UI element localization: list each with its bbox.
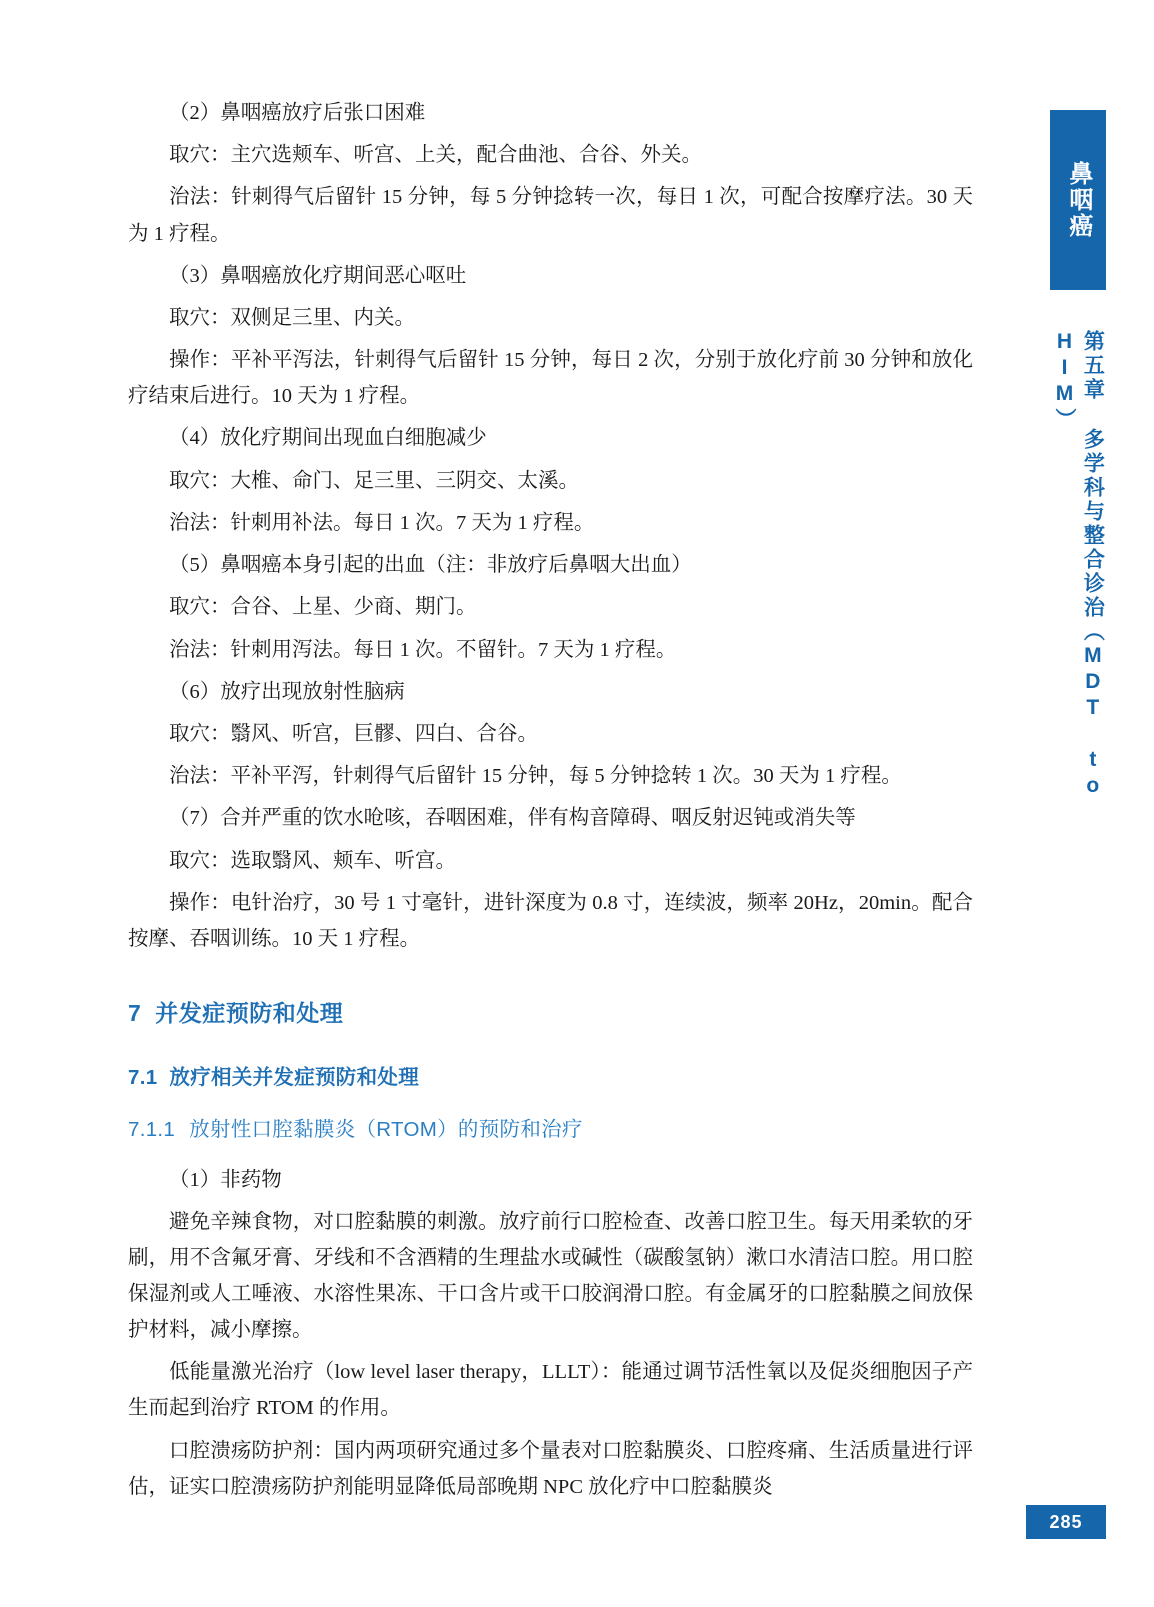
paragraph: 操作：电针治疗，30 号 1 寸毫针，进针深度为 0.8 寸，连续波，频率 20Hz，20min。配合按摩、吞咽训练。10 天 1 疗程。 (128, 891, 973, 950)
section-title: 并发症预防和处理 (155, 1000, 344, 1027)
paragraph: （2）鼻咽癌放疗后张口困难 (169, 102, 426, 124)
subsection-number: 7.1 (128, 1065, 158, 1089)
paragraph: 取穴：选取翳风、颊车、听宫。 (169, 849, 456, 872)
subsubsection-title: 放射性口腔黏膜炎（RTOM）的预防和治疗 (189, 1117, 583, 1141)
side-chapter-text: 第五章 多学科与整合诊治（MDT to HIM） (1053, 330, 1105, 800)
paragraph: （6）放疗出现放射性脑病 (169, 680, 405, 703)
paragraph: 治法：针刺用补法。每日 1 次。7 天为 1 疗程。 (169, 511, 595, 534)
section-heading-2 (128, 1060, 973, 1096)
paragraph: （3）鼻咽癌放化疗期间恶心呕吐 (169, 264, 467, 287)
section-heading-3 (128, 1112, 973, 1148)
paragraph: 取穴：合谷、上星、少商、期门。 (169, 596, 477, 619)
paragraph: 治法：针刺得气后留针 15 分钟，每 5 分钟捻转一次，每日 1 次，可配合按摩疗法。30 天为 1 疗程。 (128, 186, 973, 245)
paragraph: 操作：平补平泻法，针刺得气后留针 15 分钟，每日 2 次，分别于放化疗前 30 分钟和放化疗结束后进行。10 天为 1 疗程。 (128, 349, 973, 408)
side-chapter-title (1050, 330, 1106, 890)
paragraph: （4）放化疗期间出现血白细胞减少 (169, 427, 487, 450)
side-tab-chapter-label (1050, 110, 1106, 290)
paragraph: 低能量激光治疗（low level laser therapy，LLLT）：能通过调节活性氧以及促炎细胞因子产生而起到治疗 RTOM 的作用。 (128, 1361, 973, 1420)
subsection-title: 放疗相关并发症预防和处理 (169, 1065, 420, 1089)
paragraph: 取穴：翳风、听宫，巨髎、四白、合谷。 (169, 723, 538, 745)
section-number: 7 (128, 1000, 142, 1027)
paragraph: 取穴：大椎、命门、足三里、三阴交、太溪。 (169, 469, 579, 492)
text-column (128, 95, 973, 1511)
paragraph: （7）合并严重的饮水呛咳，吞咽困难，伴有构音障碍、咽反射迟钝或消失等 (169, 807, 856, 830)
paragraph: （5）鼻咽癌本身引起的出血（注：非放疗后鼻咽大出血） (169, 554, 692, 577)
page-number-badge (1026, 1505, 1106, 1539)
paragraph: 取穴：双侧足三里、内关。 (169, 306, 415, 329)
paragraph: 取穴：主穴选颊车、听宫、上关，配合曲池、合谷、外关。 (169, 144, 702, 167)
subsubsection-number: 7.1.1 (128, 1117, 176, 1141)
paragraph: （1）非药物 (169, 1168, 282, 1191)
page-number-text: 285 (1049, 1511, 1083, 1532)
paragraph: 口腔溃疡防护剂：国内两项研究通过多个量表对口腔黏膜炎、口腔疼痛、生活质量进行评估，证实口腔溃疡防护剂能明显降低局部晚期 NPC 放化疗中口腔黏膜炎 (128, 1439, 973, 1498)
paragraph: 治法：平补平泻，针刺得气后留针 15 分钟，每 5 分钟捻转 1 次。30 天为 1 疗程。 (169, 765, 902, 788)
paragraph: 治法：针刺用泻法。每日 1 次。不留针。7 天为 1 疗程。 (169, 638, 677, 661)
side-tab-text: 鼻咽癌 (1064, 161, 1092, 239)
section-heading-1 (128, 993, 973, 1033)
paragraph: 避免辛辣食物，对口腔黏膜的刺激。放疗前行口腔检查、改善口腔卫生。每天用柔软的牙刷，用不含氟牙膏、牙线和不含酒精的生理盐水或碱性（碳酸氢钠）漱口水清洁口腔。用口腔保湿剂或人工唾液、水溶性果冻、干口含片或干口胶润滑口腔。有金属牙的口腔黏膜之间放保护材料，减小摩擦。 (128, 1210, 973, 1342)
